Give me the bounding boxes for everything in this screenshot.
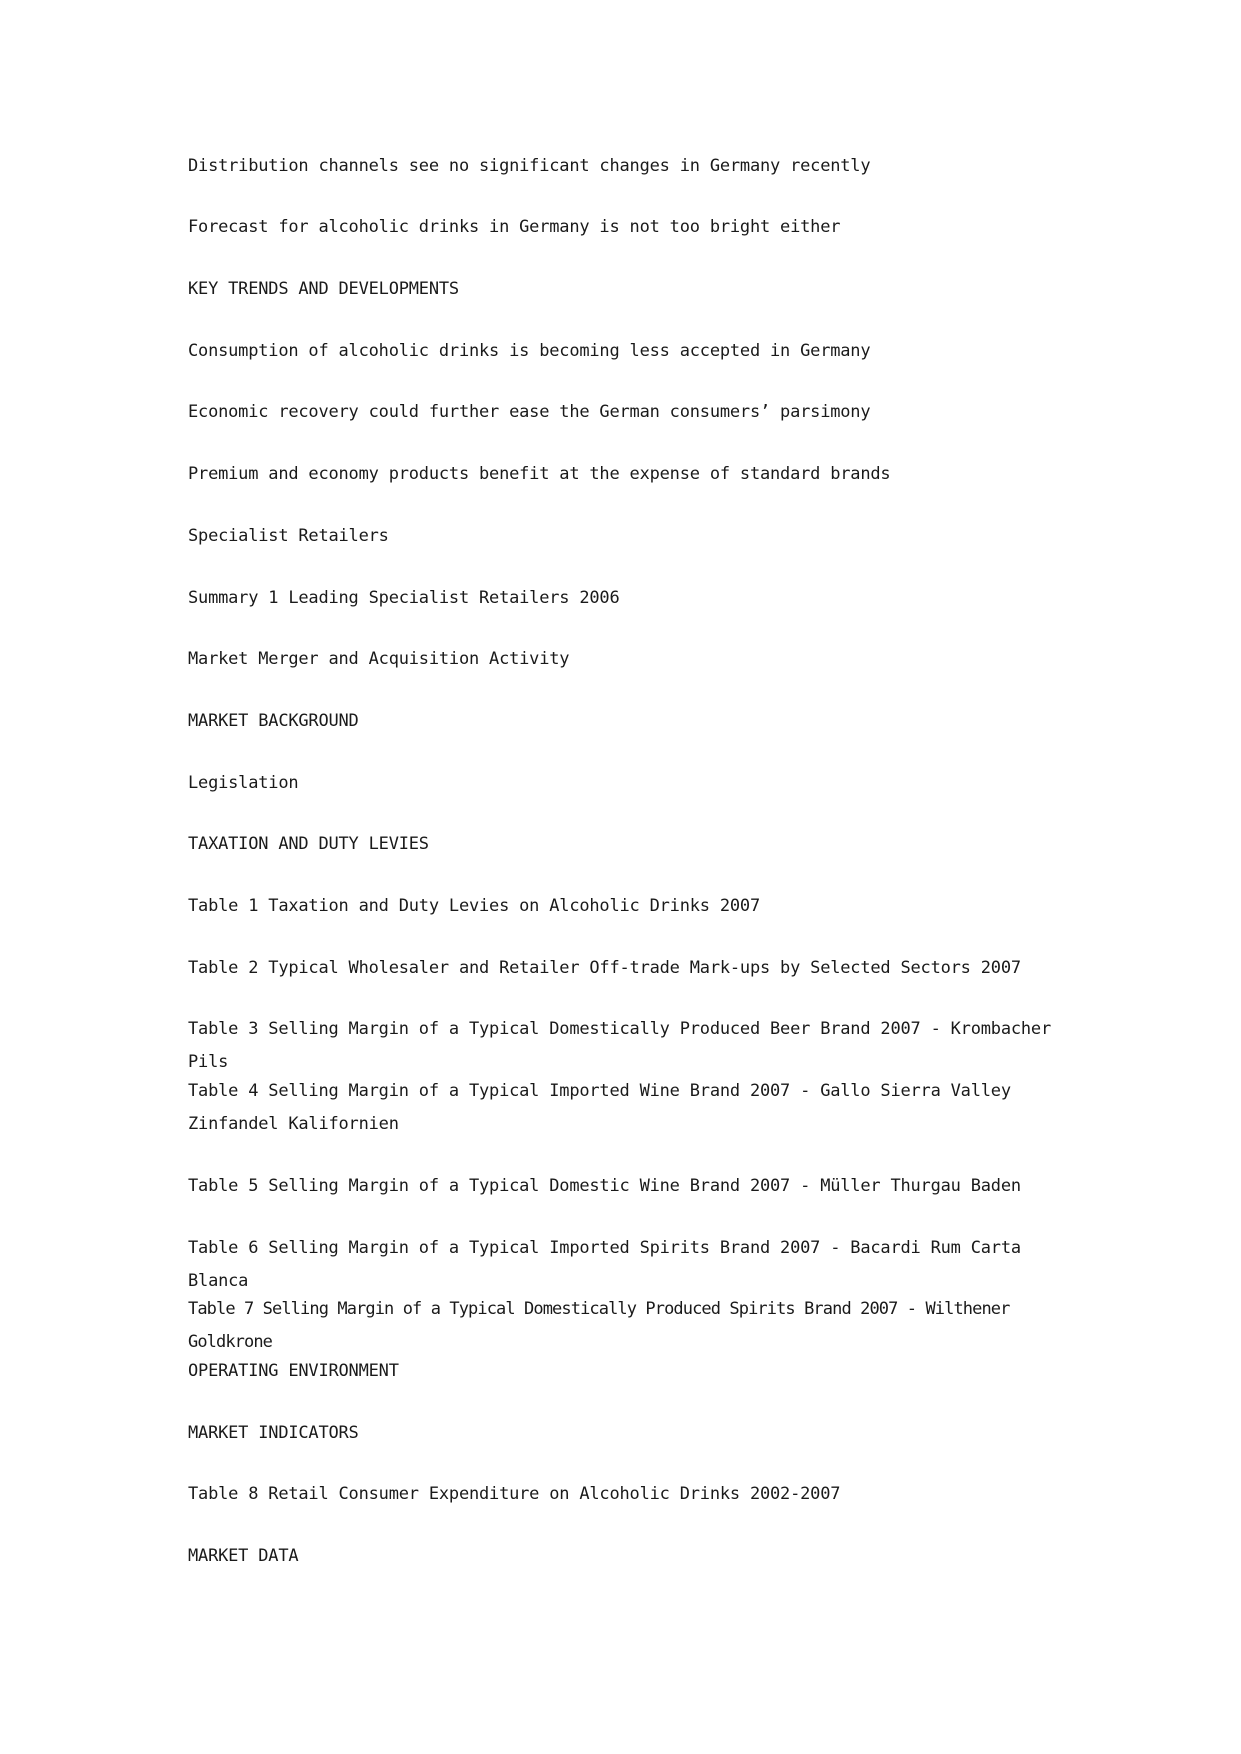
table-entry: Table 4 Selling Margin of a Typical Imported Wine Brand 2007 - Gallo Sierra Valley Zinfandel Kalifornien [188,1081,1011,1134]
table-entry: Table 5 Selling Margin of a Typical Domestic Wine Brand 2007 - Müller Thurgau Baden [188,1176,1021,1196]
section-heading: MARKET DATA [188,1546,299,1566]
section-heading: MARKET BACKGROUND [188,711,359,731]
table-entry: Table 2 Typical Wholesaler and Retailer Off-trade Mark-ups by Selected Sectors 2007 [188,958,1021,978]
toc-entry: Premium and economy products benefit at the expense of standard brands [188,464,891,484]
toc-entry: Forecast for alcoholic drinks in Germany is not too bright either [188,217,841,237]
section-heading: MARKET INDICATORS [188,1423,359,1443]
section-heading: OPERATING ENVIRONMENT [188,1361,399,1381]
table-entry: Table 8 Retail Consumer Expenditure on Alcoholic Drinks 2002-2007 [188,1484,841,1504]
table-entry: Table 3 Selling Margin of a Typical Domestically Produced Beer Brand 2007 - Krombacher Pils [188,1019,1051,1072]
section-heading: TAXATION AND DUTY LEVIES [188,834,429,854]
toc-entry: Distribution channels see no significant changes in Germany recently [188,156,871,176]
table-entry: Table 1 Taxation and Duty Levies on Alcoholic Drinks 2007 [188,896,760,916]
section-heading: KEY TRENDS AND DEVELOPMENTS [188,279,459,299]
toc-entry: Market Merger and Acquisition Activity [188,649,570,669]
toc-entry: Economic recovery could further ease the German consumers’ parsimony [188,402,871,422]
toc-entry: Consumption of alcoholic drinks is becoming less accepted in Germany [188,341,871,361]
toc-entry: Specialist Retailers [188,526,389,546]
toc-entry: Legislation [188,773,299,793]
toc-entry: Summary 1 Leading Specialist Retailers 2006 [188,588,620,608]
table-entry: Table 6 Selling Margin of a Typical Imported Spirits Brand 2007 - Bacardi Rum Carta Blanca [188,1238,1021,1291]
table-entry: Table 7 Selling Margin of a Typical Domestically Produced Spirits Brand 2007 - Wilthener Goldkrone [188,1299,1010,1352]
